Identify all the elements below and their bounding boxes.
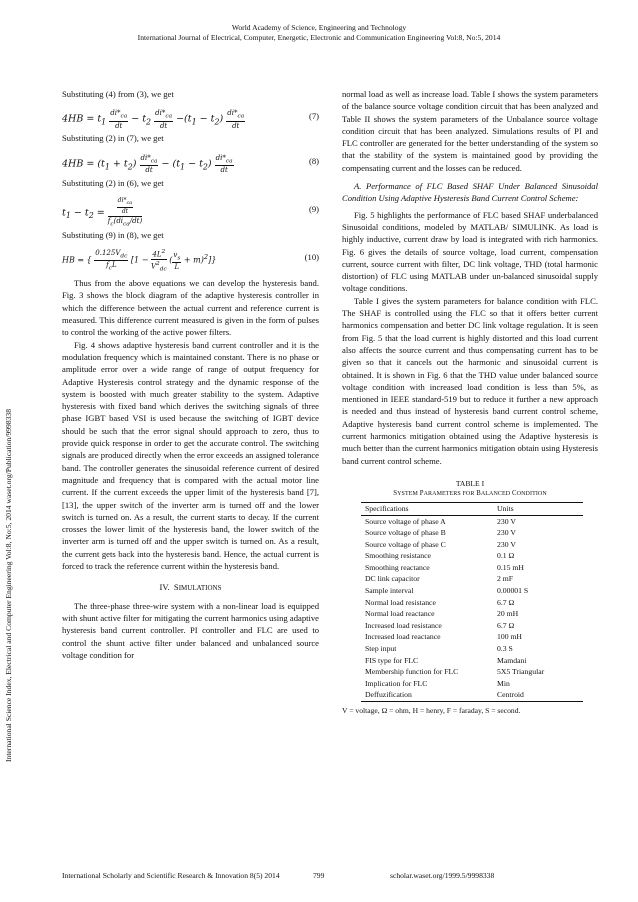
table-cell: Normal load reactance <box>365 609 435 619</box>
left-para-4: Substituting (9) in (8), we get <box>62 229 164 240</box>
equation-8: $4HB = (t_1 + t_2)$ $\frac{di*_{ca}}{dt}$ − $(t_1 - t_2)$ $\frac{di*_{ca}}{dt}$ (8) <box>62 153 319 174</box>
table-row <box>361 608 583 620</box>
header-line-1: World Academy of Science, Engineering and Technology <box>231 23 407 32</box>
table-cell: 6.7 Ω <box>497 620 515 630</box>
left-para-5: Thus from the above equations we can develop the hysteresis band. Fig. 3 shows the block diagram of the adaptive hysteresis controller in which the difference between the actual current and reference current is measured. This difference current measured is given in the form of pulses to control the working of the active power filters. <box>62 278 319 338</box>
equation-10: HB = { $\frac{0.125V_{dc}}{f_cL}$ [1 − $\frac{4L^2}{V^2_{dc}}$ ( $\frac{v_s}{L}$ + m)$^2$]} (10) <box>62 248 319 273</box>
header-line-2: International Journal of Electrical, Computer, Energetic, Electronic and Communication Engineering Vol:8, No:5, 2014 <box>137 33 501 42</box>
table-row <box>361 562 583 574</box>
table-cell: 0.3 S <box>497 644 513 654</box>
table-cell: 2 mF <box>497 574 514 584</box>
table-row <box>361 678 583 690</box>
footer-url: scholar.waset.org/1999.5/9998338 <box>390 871 495 880</box>
table-cell: Normal load resistance <box>365 597 436 607</box>
table-row <box>361 585 583 597</box>
right-para-3: Table I gives the system parameters for balance condition with FLC. The SHAF is controlled using the FLC so that it offers better current harmonics compensation and better DC link voltage regulation. It is seen from Fig. 5 that the load current is highly distorted and this load current also affects the source current and thus compensating current has to be given so that it cancels out the harmonic and sinusoidal current is obtained. It is shown in Fig. 6 that the THD value under balanced source voltage condition with increased load condition is less than 5%, as mentioned in IEEE standard-519 but to reduce it further a new approach is needed and thus instead of hysteresis band current control scheme, Adaptive hysteresis band current control scheme is implemented. The current harmonics mitigation obtained using the Adaptive hysteresis is much better than the current harmonics mitigation obtain using Hysteresis band current control scheme. <box>342 295 598 466</box>
table-header-cell: Units <box>493 502 583 515</box>
table-cell: Increased load reactance <box>365 632 441 642</box>
eq10-number: (10) <box>304 252 319 263</box>
table-row <box>361 515 583 527</box>
table-cell: Sample interval <box>365 586 414 596</box>
table-cell: Centroid <box>493 689 583 701</box>
right-column <box>342 88 598 717</box>
table-caption <box>342 479 598 499</box>
side-index-text: International Science Index, Electrical and Computer Engineering Vol:8, No:5, 2014 waset.org/Publication/9998338 <box>4 408 13 762</box>
eq8-number: (8) <box>308 155 319 166</box>
table-cell: Min <box>497 678 510 688</box>
left-para-7: The three-phase three-wire system with a non-linear load is equipped with shunt active filter for mitigating the current harmonics using adaptive hysteresis band current controller. PI controller and FLC are used to control the shunt active filter under balanced and unbalanced source voltage condition for <box>62 600 319 660</box>
table-cell: 230 V <box>497 516 516 526</box>
table-cell: Implication for FLC <box>365 678 428 688</box>
table-row <box>361 689 583 701</box>
table-cell: 100 mH <box>497 632 522 642</box>
table-cell: Source voltage of phase B <box>365 528 446 538</box>
section-heading-simulations: IV. SIMULATIONS <box>159 582 222 593</box>
table-row <box>361 539 583 551</box>
parameters-table <box>361 502 583 702</box>
left-para-2: Substituting (2) in (7), we get <box>62 133 164 144</box>
left-para-3: Substituting (2) in (6), we get <box>62 177 164 188</box>
table-title: SYSTEM PARAMETERS FOR BALANCED CONDITION <box>393 489 547 497</box>
footer-publisher: International Scholarly and Scientific Research & Innovation 8(5) 2014 <box>62 871 280 880</box>
table-cell: Membership function for FLC <box>365 667 459 677</box>
table-cell: Deffuzification <box>361 689 493 701</box>
table-cell: Smoothing reactance <box>365 562 430 572</box>
table-footnote: V = voltage, Ω = ohm, H = henry, F = faraday, S = second. <box>342 706 521 715</box>
side-margin-text <box>2 62 16 762</box>
table-cell: 6.7 Ω <box>497 597 515 607</box>
left-para-1: Substituting (4) from (3), we get <box>62 89 174 99</box>
table-row <box>361 666 583 678</box>
table-cell: 230 V <box>497 528 516 538</box>
table-cell: 0.15 mH <box>497 562 524 572</box>
equation-9: $t_1 - t_2$ = $\frac{\frac{di*_{ca}}{dt}}{f_c(di_{ca}/dt)}$ (9) <box>62 196 319 228</box>
table-cell: DC link capacitor <box>365 574 420 584</box>
table-cell: 230 V <box>497 539 516 549</box>
table-cell: FIS type for FLC <box>365 655 419 665</box>
table-cell: 0.00001 S <box>497 586 529 596</box>
right-para-2: Fig. 5 highlights the performance of FLC based SHAF underbalanced Sinusoidal conditions, modeled by MATLAB/ SIMULINK. As load is highly inductive, current draw by load is integrated with rich harmonics. Fig. 6 gives the details of source voltage, load current, compensation current, source current with filter, DC link voltage, THD (total harmonic distortion) of FLC using MATLAB under un-balanced sinusoidal supply voltage conditions. <box>342 209 598 294</box>
table-cell: Mamdani <box>497 655 527 665</box>
eq9-number: (9) <box>308 203 319 214</box>
table-row <box>361 597 583 609</box>
table-label: TABLE I <box>455 478 485 488</box>
table-cell: 20 mH <box>497 609 519 619</box>
table-row <box>361 620 583 632</box>
eq7-number: (7) <box>308 111 319 122</box>
table-cell: Step input <box>365 644 397 654</box>
table-cell: Source voltage of phase C <box>365 539 446 549</box>
table-row <box>361 631 583 643</box>
table-row <box>361 550 583 562</box>
table-header-cell: Specifications <box>361 502 493 515</box>
table-header-row <box>361 502 583 515</box>
equation-7: $4HB = t_1$ $\frac{di*_{ca}}{dt}$ − $t_2$ $\frac{di*_{ca}}{dt}$ $-(t_1 - t_2)$ $\frac{di*_{ca}}{dt}$ (7) <box>62 109 319 130</box>
table-row <box>361 527 583 539</box>
table-cell: Source voltage of phase A <box>365 516 446 526</box>
running-header <box>0 23 638 43</box>
table-cell: 5X5 Triangular <box>497 667 545 677</box>
table-cell: Increased load resistance <box>365 620 442 630</box>
table-row <box>361 655 583 667</box>
table-row <box>361 573 583 585</box>
right-para-1: normal load as well as increase load. Table I shows the system parameters of the balance source voltage condition circuit that has been analyzed and Table II shows the system parameters of the Unbalance source voltage condition circuit that has been analyzed. Simulations results of PI and FLC controller are generated for the better understanding of the system so that the stability of the system is maintained good by providing the compensating current and the losses can be reduced. <box>342 89 598 173</box>
subsection-heading-a: A. Performance of FLC Based SHAF Under Balanced Sinusoidal Condition Using Adaptive Hysteresis Band Current Control Scheme: <box>342 181 598 204</box>
left-para-6: Fig. 4 shows adaptive hysteresis band current controller and it is the modulation frequency which is maintained constant. There is no phase or amplitude error over a wide range of range of output frequency for Adaptive Hysteresis control strategy and the dynamic response of the system is boosted with much greater stability to the system. Adaptive hysteresis with fixed band which derives the switching signals of three phase IGBT based VSI is used because the switching of IGBT device should be such that the error signal should approach to zero, thus to provide quick response in order to get the accurate control. The switching signals are produced directly when the error exceeds an assigned tolerance band. The controller generates the sinusoidal reference current of desired magnitude and frequency that is compared with the actual motor line current. If the current exceeds the upper limit of the hysteresis band [7], [13], the upper switch of the inverter arm is turned off and the lower switch is turned on. As a result, the current starts to decay. If the current crosses the lower limit of the hysteresis band, the lower switch of the inverter arm is turned off and the upper switch is turned on. As a result, the current gets back into the hysteresis band. Hence, the actual current is forced to track the reference current within the hysteresis band. <box>62 339 319 572</box>
footer-page-number: 799 <box>313 871 325 880</box>
table-row <box>361 643 583 655</box>
table-cell: 0.1 Ω <box>497 551 515 561</box>
left-column <box>62 88 319 661</box>
table-cell: Smoothing resistance <box>365 551 431 561</box>
